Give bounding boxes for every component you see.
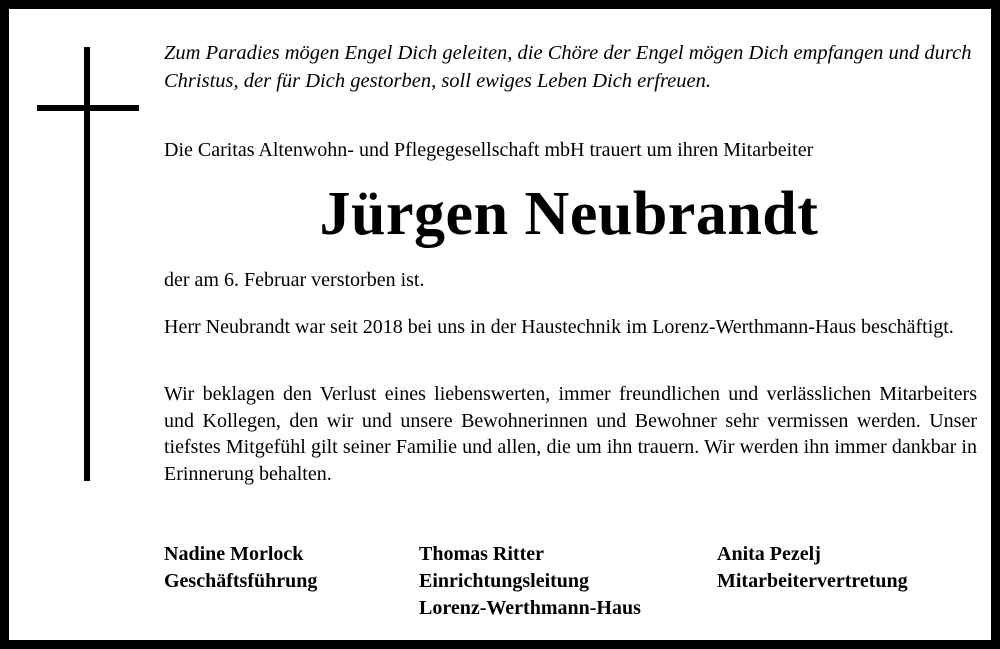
signatory-name: Thomas Ritter: [419, 543, 544, 565]
paragraph-employment: Herr Neubrandt war seit 2018 bei uns in der Haustechnik im Lorenz-Werthmann-Haus beschäftigt.: [164, 316, 954, 338]
signatory-role: Einrichtungsleitung: [419, 570, 590, 592]
intro-line: Die Caritas Altenwohn- und Pflegegesellschaft mbH trauert um ihren Mitarbeiter: [164, 139, 814, 161]
signatory-role: Geschäftsführung: [164, 570, 318, 592]
signatory-name: Nadine Morlock: [164, 543, 304, 565]
deceased-name: Jürgen Neubrandt: [319, 180, 819, 248]
signatory-name: Anita Pezelj: [717, 543, 821, 565]
signatory: [717, 541, 908, 595]
paragraph-condolence: Wir beklagen den Verlust eines liebenswerten, immer freundlichen und verlässlichen Mitarbeiters und Kollegen, den wir und unsere Bewohnerinnen und Bewohner sehr vermissen werden. Unser tiefstes Mitgefühl gilt seiner Familie und allen, die um ihn trauern. Wir werden ihn immer dankbar in Erinnerung behalten.: [164, 383, 977, 485]
paragraph-death-date: der am 6. Februar verstorben ist.: [164, 269, 425, 291]
signatory: [164, 541, 317, 595]
signatory: [419, 541, 641, 622]
signatory-role-line2: Lorenz-Werthmann-Haus: [419, 597, 641, 619]
memorial-quote: Zum Paradies mögen Engel Dich geleiten, die Chöre der Engel mögen Dich empfangen und durch Christus, der für Dich gestorben, soll ewiges Leben Dich erfreuen.: [164, 42, 972, 92]
signatory-role: Mitarbeitervertretung: [717, 570, 908, 592]
cross-horizontal-bar: [37, 105, 139, 111]
cross-vertical-bar: [84, 47, 90, 481]
